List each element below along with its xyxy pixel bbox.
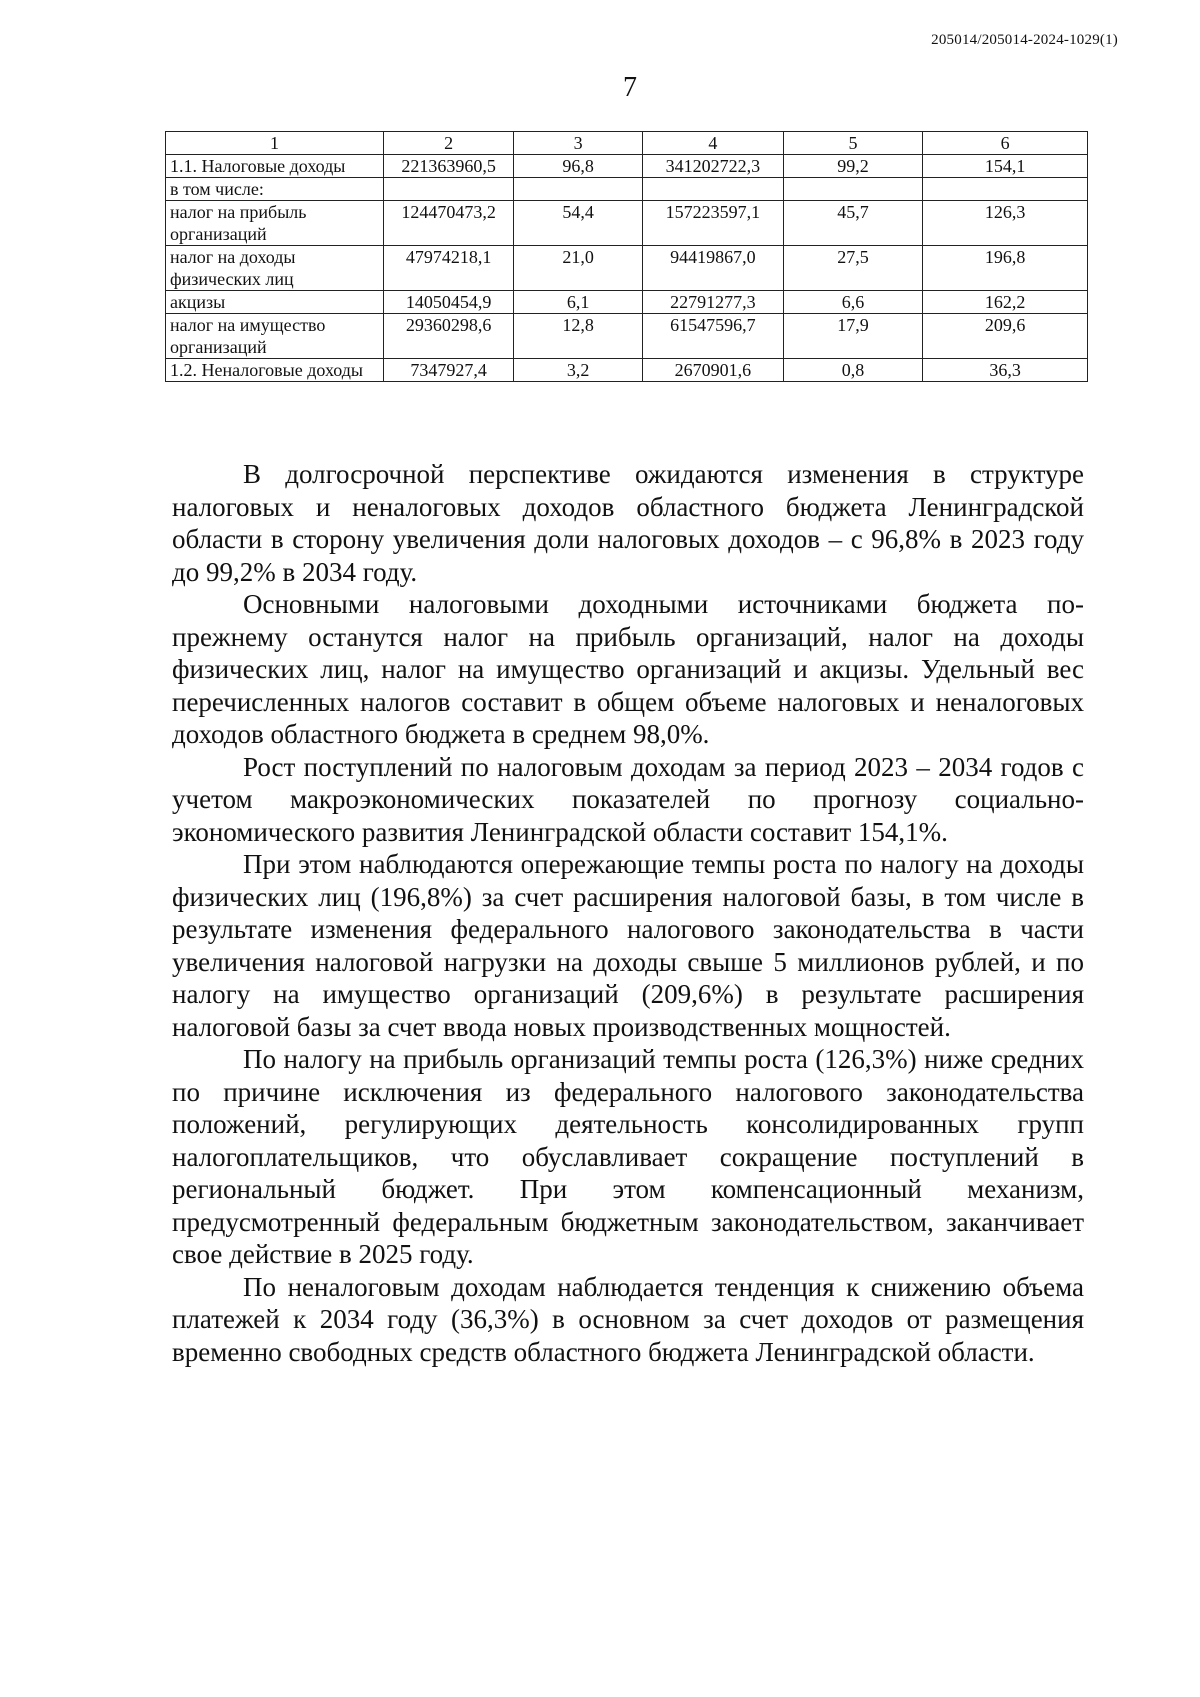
table-cell: 6,1 [514,291,643,314]
table-header-cell: 5 [783,132,922,155]
table-cell [783,178,922,201]
table-header-cell: 6 [923,132,1088,155]
table-cell: 0,8 [783,359,922,382]
table-cell: налог на доходы физических лиц [166,246,384,291]
table-cell [514,178,643,201]
paragraph: Рост поступлений по налоговым доходам за период 2023 – 2034 годов с учетом макроэкономических показателей по прогнозу социально-экономического развития Ленинградской области составит 154,1%. [172,751,1084,847]
table-cell: 341202722,3 [642,155,783,178]
table-cell: налог на имущество организаций [166,314,384,359]
table-header-cell: 2 [384,132,514,155]
table-cell: налог на прибыль организаций [166,201,384,246]
table-cell: 124470473,2 [384,201,514,246]
table-cell: 12,8 [514,314,643,359]
table-cell: 3,2 [514,359,643,382]
table-header-row [166,132,1088,155]
table-cell: 47974218,1 [384,246,514,291]
page-number: 7 [623,72,637,103]
table-row [166,155,1088,178]
paragraph: В долгосрочной перспективе ожидаются изменения в структуре налоговых и неналоговых доходов областного бюджета Ленинградской области в сторону увеличения доли налоговых доходов – с 96,8% в 2023 году до 99,2% в 2034 году. [172,459,1084,587]
table-cell [384,178,514,201]
table-cell: 2670901,6 [642,359,783,382]
table-cell: акцизы [166,291,384,314]
table-row [166,359,1088,382]
table-row [166,314,1088,359]
table-row [166,246,1088,291]
table-header-cell: 1 [166,132,384,155]
table-cell: 157223597,1 [642,201,783,246]
table-cell: 162,2 [923,291,1088,314]
table-cell: 1.2. Неналоговые доходы [166,359,384,382]
table-cell: 29360298,6 [384,314,514,359]
table-cell: 22791277,3 [642,291,783,314]
body-text [172,458,1084,1368]
table-cell: 45,7 [783,201,922,246]
table-cell: 94419867,0 [642,246,783,291]
table-cell: 209,6 [923,314,1088,359]
table-row [166,291,1088,314]
table-cell: 154,1 [923,155,1088,178]
revenue-table [165,131,1088,382]
table-header-cell: 3 [514,132,643,155]
table-cell: 14050454,9 [384,291,514,314]
table-cell: 126,3 [923,201,1088,246]
table-cell: 221363960,5 [384,155,514,178]
table-cell [642,178,783,201]
table-cell: 27,5 [783,246,922,291]
table-cell: 96,8 [514,155,643,178]
table-row [166,201,1088,246]
paragraph: Основными налоговыми доходными источниками бюджета по-прежнему останутся налог на прибыль организаций, налог на доходы физических лиц, налог на имущество организаций и акцизы. Удельный вес перечисленных налогов составит в общем объеме налоговых и неналоговых доходов областного бюджета в среднем 98,0%. [172,589,1084,749]
table-cell: 99,2 [783,155,922,178]
table-cell: 21,0 [514,246,643,291]
table-cell: 36,3 [923,359,1088,382]
table-cell: 17,9 [783,314,922,359]
table-cell: 7347927,4 [384,359,514,382]
table-cell: в том числе: [166,178,384,201]
paragraph: По налогу на прибыль организаций темпы роста (126,3%) ниже средних по причине исключения из федерального налогового законодательства положений, регулирующих деятельность консолидированных групп налогоплательщиков, что обуславливает сокращение поступлений в региональный бюджет. При этом компенсационный механизм, предусмотренный федеральным бюджетным законодательством, заканчивает свое действие в 2025 году. [172,1044,1084,1269]
document-id: 205014/205014-2024-1029(1) [931,32,1118,48]
table-cell: 196,8 [923,246,1088,291]
table-row [166,178,1088,201]
paragraph: По неналоговым доходам наблюдается тенденция к снижению объема платежей к 2034 году (36,3%) в основном за счет доходов от размещения временно свободных средств областного бюджета Ленинградской области. [172,1271,1084,1367]
table-cell: 61547596,7 [642,314,783,359]
table-cell: 54,4 [514,201,643,246]
table-cell [923,178,1088,201]
table-cell: 6,6 [783,291,922,314]
table-cell: 1.1. Налоговые доходы [166,155,384,178]
paragraph: При этом наблюдаются опережающие темпы роста по налогу на доходы физических лиц (196,8%) за счет расширения налоговой базы, в том числе в результате изменения федерального налогового законодательства в части увеличения налоговой нагрузки на доходы свыше 5 миллионов рублей, и по налогу на имущество организаций (209,6%) в результате расширения налоговой базы за счет ввода новых производственных мощностей. [172,849,1084,1042]
table-header-cell: 4 [642,132,783,155]
